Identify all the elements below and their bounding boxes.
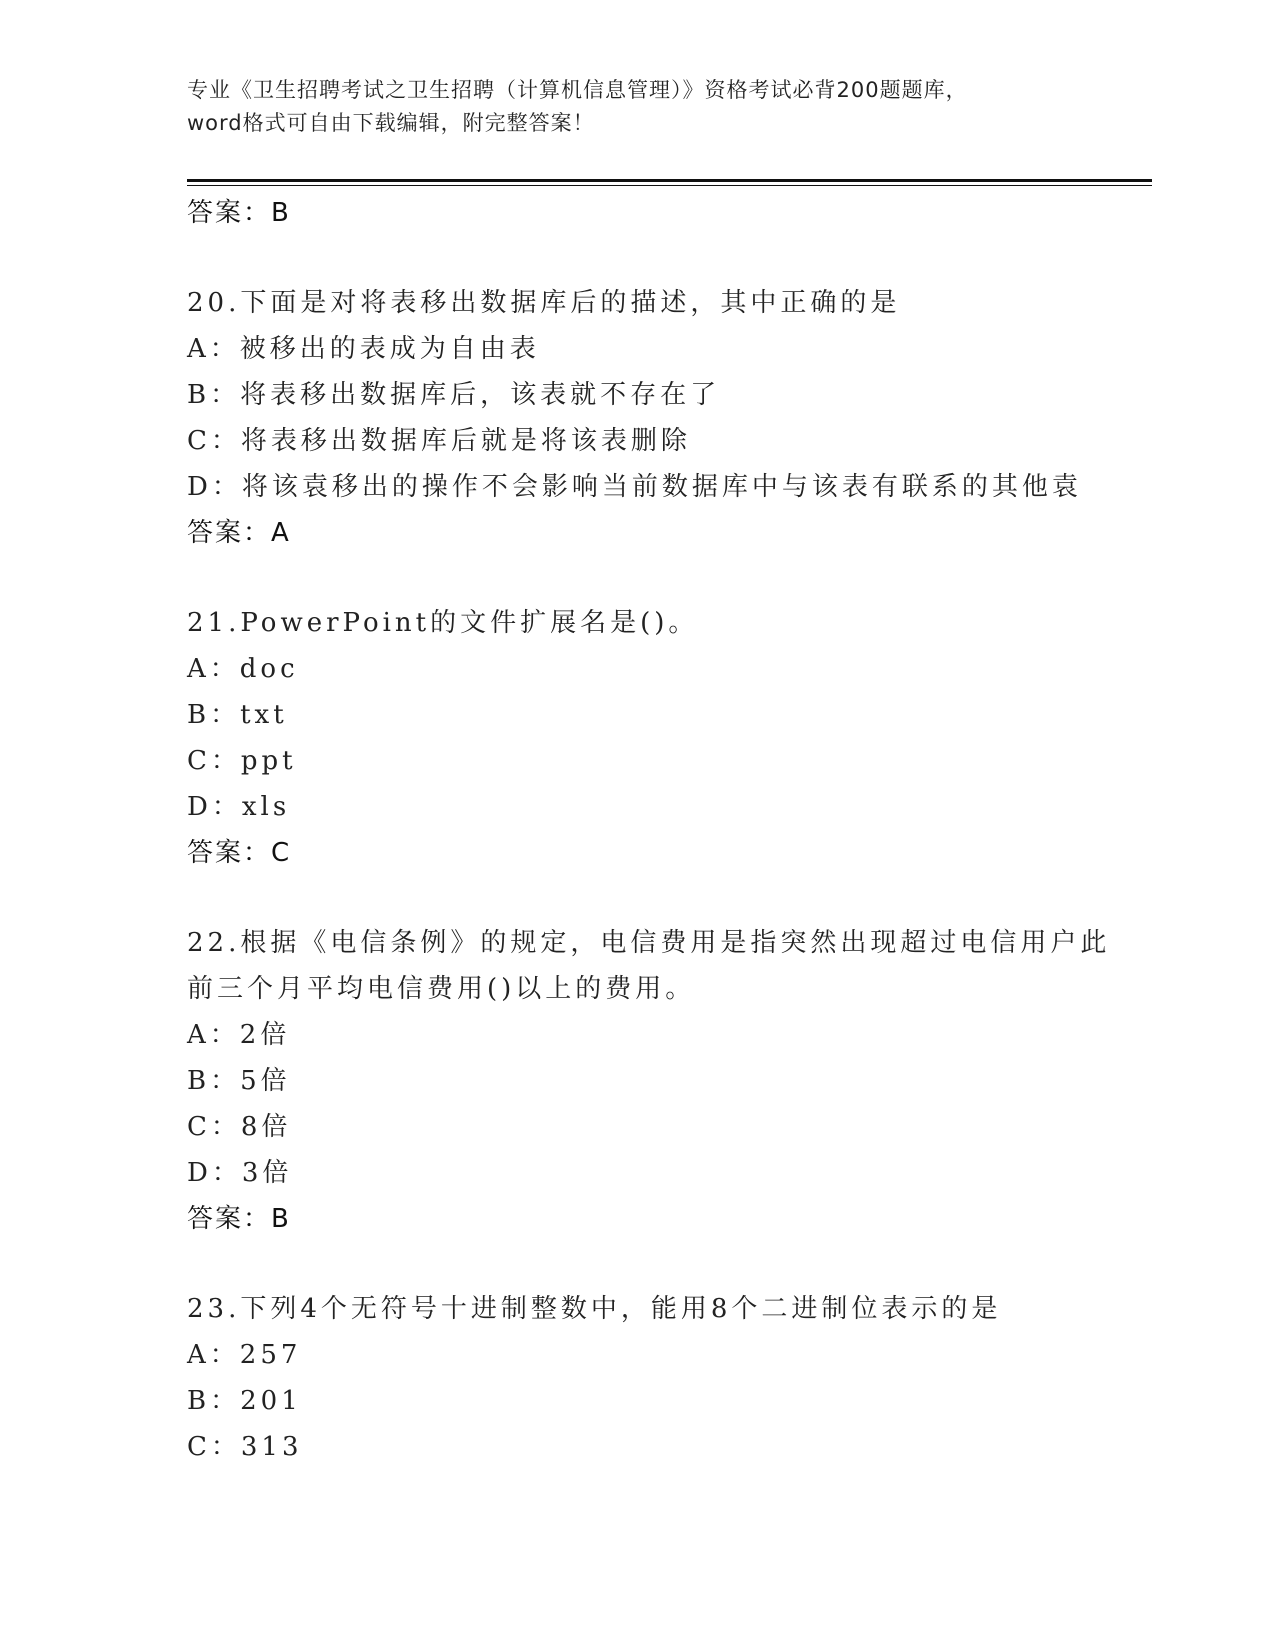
question-block xyxy=(187,920,1111,1242)
answer-line: 答案：A xyxy=(187,518,291,548)
option-c: C：313 xyxy=(187,1432,303,1462)
option-d: D：3倍 xyxy=(187,1158,293,1188)
option-a: A：被移出的表成为自由表 xyxy=(187,334,540,364)
header-line-1: 专业《卫生招聘考试之卫生招聘（计算机信息管理）》资格考试必背200题题库， xyxy=(187,78,968,102)
option-b: B：5倍 xyxy=(187,1066,291,1096)
document-header xyxy=(187,74,1087,140)
question-block xyxy=(187,1286,1087,1470)
document-body xyxy=(187,190,1111,1470)
option-a: A：doc xyxy=(187,654,299,684)
previous-answer: 答案：B xyxy=(187,198,291,228)
option-c: C：8倍 xyxy=(187,1112,292,1142)
option-d: D：将该袁移出的操作不会影响当前数据库中与该表有联系的其他袁 xyxy=(187,472,1082,502)
option-c: C：ppt xyxy=(187,746,297,776)
answer-line: 答案：C xyxy=(187,838,292,868)
question-text-continued: 前三个月平均电信费用()以上的费用。 xyxy=(187,974,696,1004)
option-b: B：将表移出数据库后，该表就不存在了 xyxy=(187,380,721,410)
answer-line: 答案：B xyxy=(187,1204,291,1234)
header-divider-thin xyxy=(187,185,1152,186)
option-d: D：xls xyxy=(187,792,291,822)
question-text: 23.下列4个无符号十进制整数中，能用8个二进制位表示的是 xyxy=(187,1294,1002,1324)
question-text: 21.PowerPoint的文件扩展名是()。 xyxy=(187,608,699,638)
spacer xyxy=(187,556,1087,600)
question-text: 20.下面是对将表移出数据库后的描述，其中正确的是 xyxy=(187,288,901,318)
spacer xyxy=(187,1242,1087,1286)
question-block xyxy=(187,600,1087,876)
question-text: 22.根据《电信条例》的规定，电信费用是指突然出现超过电信用户此 xyxy=(187,928,1111,958)
header-line-2: word格式可自由下载编辑，附完整答案！ xyxy=(187,111,595,135)
spacer xyxy=(187,236,1087,280)
question-block xyxy=(187,280,1087,556)
spacer xyxy=(187,876,1087,920)
option-b: B：201 xyxy=(187,1386,302,1416)
option-b: B：txt xyxy=(187,700,288,730)
option-a: A：257 xyxy=(187,1340,302,1370)
header-divider-thick xyxy=(187,179,1152,182)
option-a: A：2倍 xyxy=(187,1020,291,1050)
option-c: C：将表移出数据库后就是将该表删除 xyxy=(187,426,691,456)
